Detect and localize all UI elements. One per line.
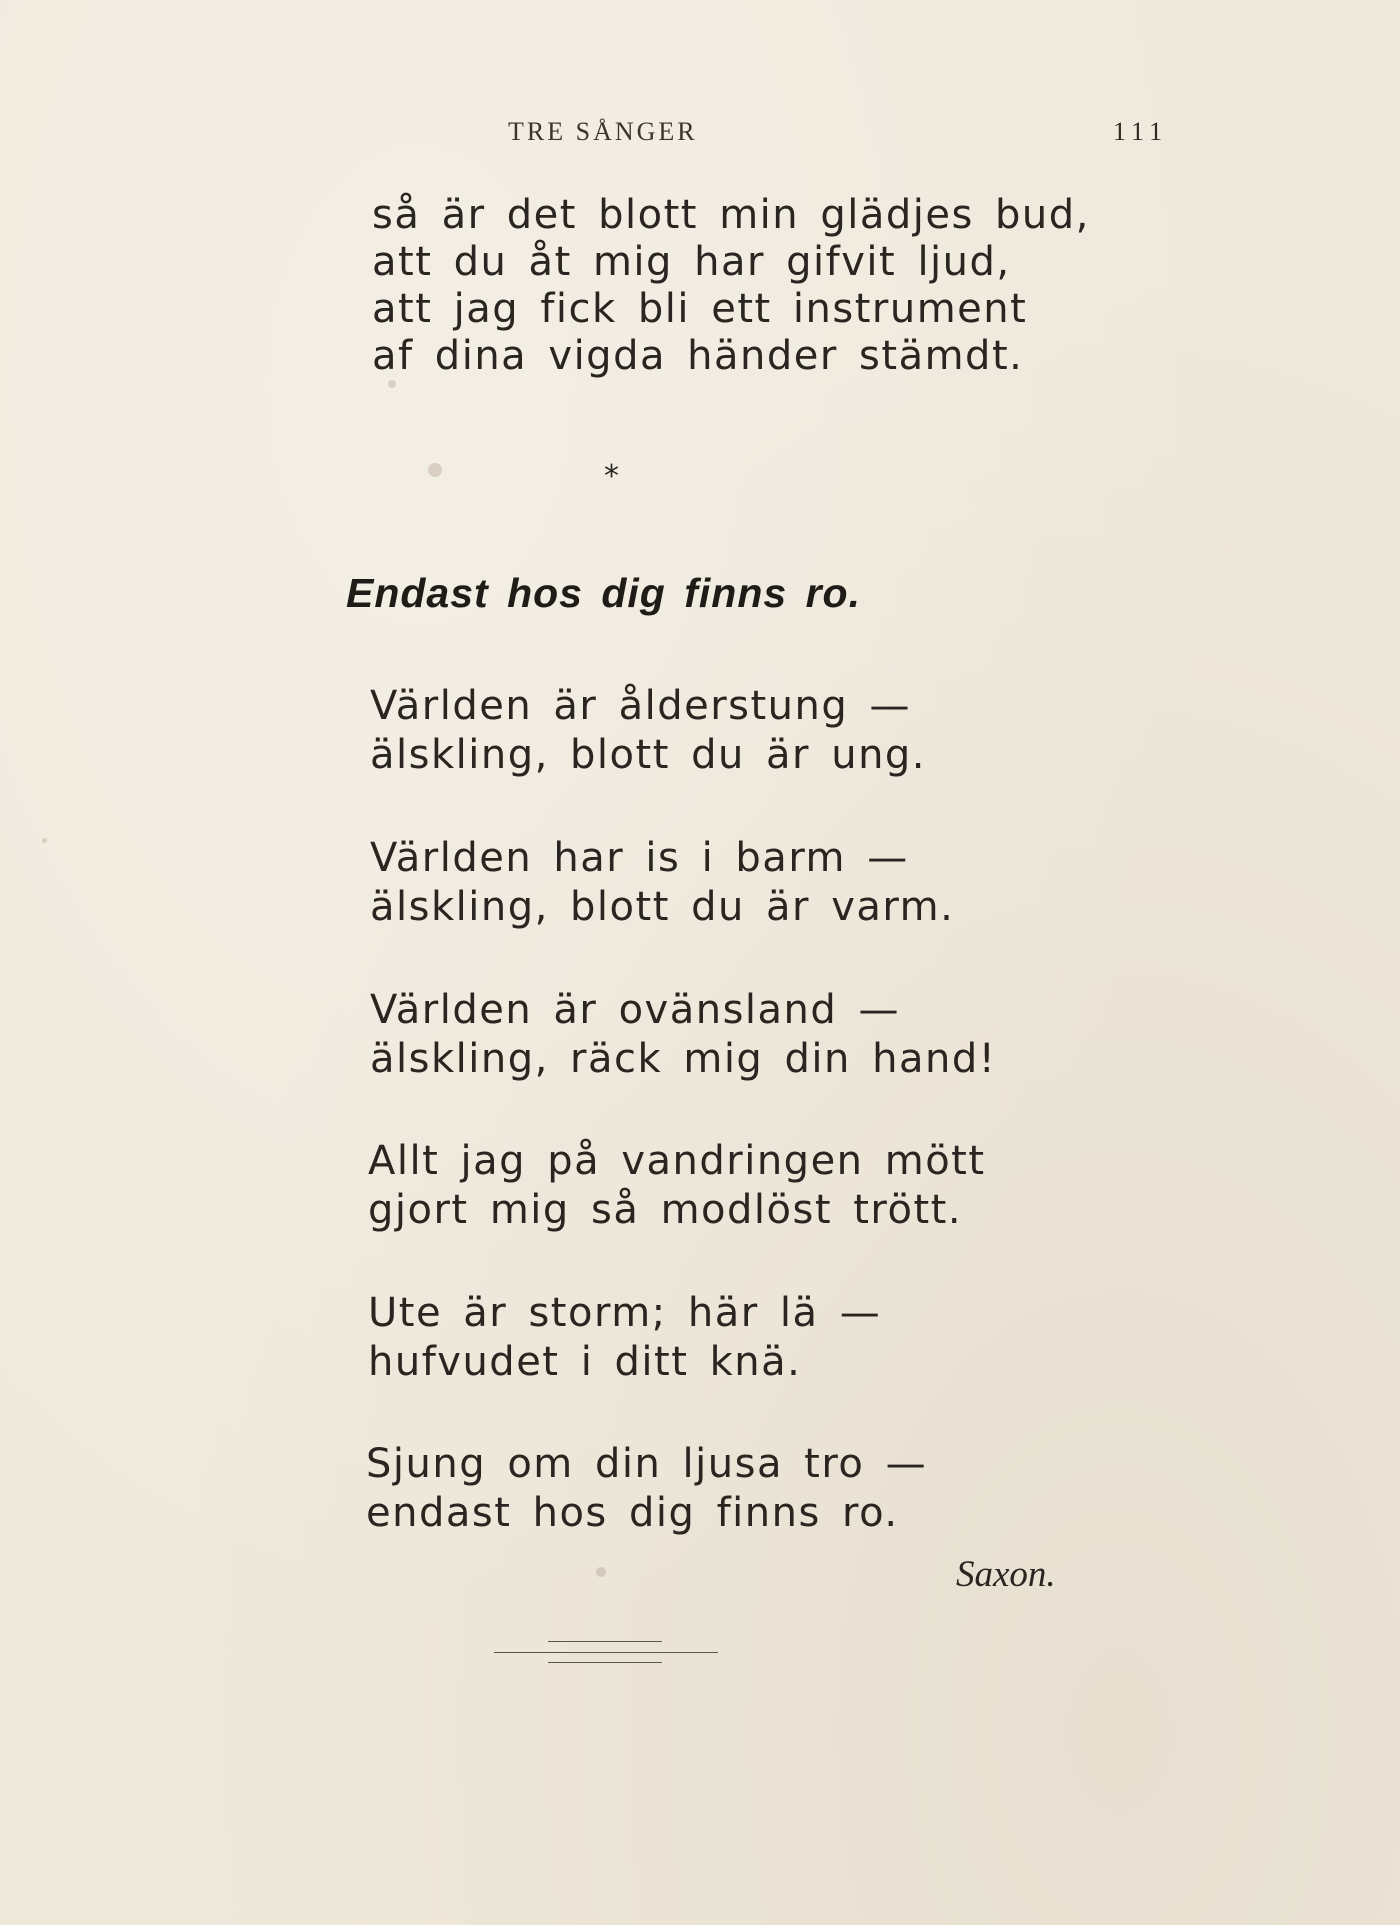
verse-line: Världen är ålderstung — xyxy=(370,683,911,729)
running-head: TRE SÅNGER xyxy=(508,117,698,146)
stanza xyxy=(368,1137,986,1235)
poem-title: Endast hos dig finns ro. xyxy=(346,570,861,616)
verse-line: endast hos dig finns ro. xyxy=(366,1490,899,1536)
ornamental-rule xyxy=(548,1662,662,1663)
verse-line: älskling, blott du är varm. xyxy=(370,884,955,930)
ornamental-rule xyxy=(494,1652,718,1653)
paper-speck xyxy=(428,463,442,477)
verse-line: älskling, blott du är ung. xyxy=(370,732,927,778)
ornamental-rule xyxy=(548,1641,662,1642)
verse-line: att jag fick bli ett instrument xyxy=(372,286,1028,332)
stanza-continued xyxy=(372,192,1090,380)
verse-line: af dina vigda händer stämdt. xyxy=(372,333,1024,379)
verse-line: älskling, räck mig din hand! xyxy=(370,1036,997,1082)
page-number: 111 xyxy=(1113,117,1169,146)
verse-line: så är det blott min glädjes bud, xyxy=(372,192,1090,238)
stanza xyxy=(370,986,996,1084)
verse-line: Världen har is i barm — xyxy=(370,835,909,881)
verse-line: Sjung om din ljusa tro — xyxy=(366,1441,928,1487)
paper-speck xyxy=(388,380,396,388)
stanza xyxy=(366,1440,927,1538)
stanza xyxy=(368,1289,881,1387)
section-separator-asterisk: * xyxy=(604,459,619,494)
author-signature: Saxon. xyxy=(956,1554,1056,1595)
verse-line: att du åt mig har gifvit ljud, xyxy=(372,239,1011,285)
verse-line: Allt jag på vandringen mött xyxy=(368,1138,986,1184)
paper-speck xyxy=(596,1567,606,1577)
stanza xyxy=(370,682,926,780)
verse-line: hufvudet i ditt knä. xyxy=(368,1339,802,1385)
paper-speck xyxy=(42,838,47,843)
verse-line: Världen är ovänsland — xyxy=(370,987,900,1033)
verse-line: gjort mig så modlöst trött. xyxy=(368,1187,963,1233)
verse-line: Ute är storm; här lä — xyxy=(368,1290,882,1336)
stanza xyxy=(370,834,954,932)
